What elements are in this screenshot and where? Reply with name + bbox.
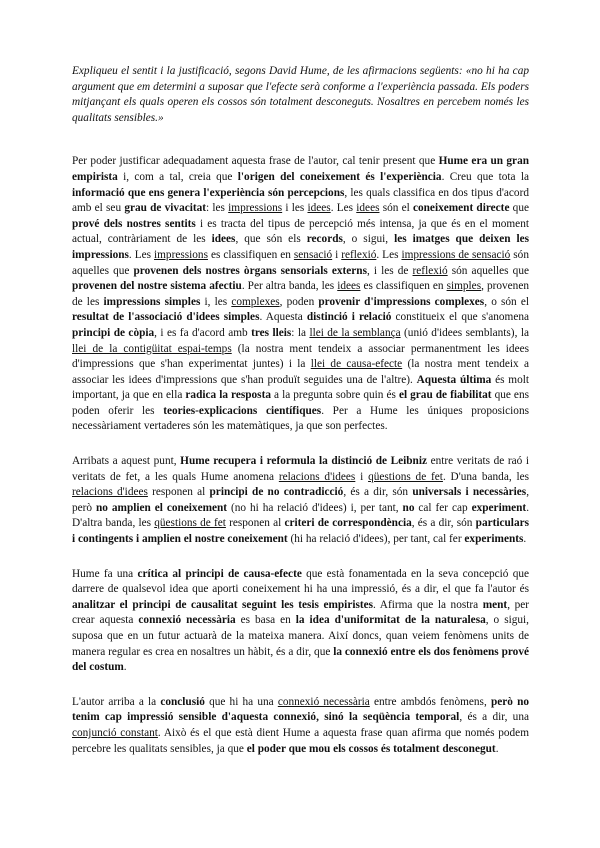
text-run: . <box>123 661 127 674</box>
bold-text: l'origen del coneixement és l'experiència <box>237 170 442 183</box>
underlined-term: llei de causa-efecte <box>310 358 403 371</box>
text-run: responen al <box>147 486 210 499</box>
underlined-term: idees <box>307 202 331 215</box>
bold-text: però no tenim cap impressió sensible d'aquesta connexió, sinó la seqüència temporal <box>72 695 530 724</box>
text-run: cal fer cap <box>414 501 472 514</box>
bold-text: universals i necessàries <box>412 486 527 499</box>
text-run: i es tracta del tipus de percepció més intensa, ja que és en el moment actual, contràriament de les <box>72 217 529 246</box>
underlined-term: conjunció constant <box>72 726 158 739</box>
underlined-term: connexió necessària <box>277 695 370 708</box>
text-run: , i es fa d'acord amb <box>154 326 252 339</box>
text-run: : les <box>206 202 229 215</box>
underlined-term: sensació <box>293 248 333 261</box>
underlined-term: llei de la contigüitat espai-temps <box>72 342 232 355</box>
text-run: Arribats a aquest punt, <box>72 455 181 468</box>
text-run: són aquelles que <box>72 248 529 277</box>
underlined-term: llei de la semblança <box>309 326 401 339</box>
bold-text: grau de vivacitat <box>124 202 207 215</box>
text-run: . Per a Hume les úniques proposicions necessàriament vertaderes són les matemàtiques, ja que son perfectes. <box>72 404 529 433</box>
bold-text: Hume recupera i reformula la distinció de Leibniz <box>180 455 427 468</box>
text-run: que hi ha una <box>204 695 278 708</box>
text-run: que està fonamentada en la seva concepció que darrere de qualsevol idea que aporti coneixement hi ha una impressió, és a dir, el que fa l'autor és <box>72 567 530 596</box>
bold-text: principi de no contradicció <box>209 486 344 499</box>
text-run: constitueix el que s'anomena <box>391 311 529 324</box>
bold-text: Aquesta última <box>416 373 492 386</box>
text-run: , és a dir, són <box>411 517 476 530</box>
text-run: . Les <box>376 248 402 261</box>
text-run: . Les <box>128 248 154 261</box>
bold-text: Hume era un gran empirista <box>72 155 529 183</box>
text-run: a la pregunta sobre quin és <box>270 389 399 402</box>
text-run: i <box>355 470 369 483</box>
bold-text: distinció i relació <box>306 311 392 324</box>
text-run: i <box>332 248 342 261</box>
text-run: és molt important, ja que en ella <box>72 373 530 402</box>
text-run: i les <box>282 202 308 215</box>
bold-text: resultat de l'associació d'idees simples <box>72 311 260 324</box>
underlined-term: impressions <box>228 202 283 215</box>
text-run: , provenen de les <box>72 280 529 308</box>
bold-text: provenen dels nostres òrgans sensorials externs <box>133 264 367 277</box>
bold-text: les imatges que deixen les impressions <box>72 233 529 261</box>
text-run: , per crear aquesta <box>72 598 530 627</box>
bold-text: teories-explicacions científiques <box>163 404 322 417</box>
text-run: , o sigui, suposa que en un futur actuarà de la mateixa manera. Així doncs, quan veiem fenòmens units de manera regular es crea en nosaltres un hàbit, és a dir, que <box>72 614 529 658</box>
bold-text: records <box>306 233 343 246</box>
text-run: (unió d'idees semblants), la <box>400 326 529 339</box>
text-run: , o sigui, <box>342 233 395 246</box>
bold-text: el poder que mou els cossos és totalment desconegut <box>246 742 496 755</box>
text-run: . Per altra banda, les <box>241 280 338 293</box>
underlined-term: qüestions de fet <box>368 470 443 483</box>
bold-text: no <box>402 501 415 514</box>
text-run: que <box>509 202 529 215</box>
underlined-term: qüestions de fet <box>154 517 226 530</box>
text-run: es basa en <box>235 614 296 627</box>
body-paragraph <box>72 154 529 435</box>
text-run: i, les <box>200 295 232 308</box>
text-run: . D'altra banda, les <box>72 501 530 530</box>
underlined-term: complexes <box>231 295 280 308</box>
text-run: es classifiquen en <box>207 248 294 261</box>
bold-text: conclusió <box>160 695 205 708</box>
body-paragraph <box>72 454 529 548</box>
bold-text: principi de còpia <box>72 326 155 339</box>
text-run: L'autor arriba a la <box>72 695 161 708</box>
bold-text: informació que ens genera l'experiència són percepcions <box>72 186 345 199</box>
underlined-term: idees <box>337 280 361 293</box>
text-run: són el <box>379 202 413 215</box>
bold-text: provenir d'impressions complexes <box>318 295 485 308</box>
text-run: : la <box>291 326 310 339</box>
text-run: , poden <box>279 295 319 308</box>
bold-text: prové dels nostres sentits <box>72 217 196 230</box>
text-run: entre ambdós fenòmens, <box>369 695 491 708</box>
text-run: , que són els <box>235 233 307 246</box>
body-paragraph <box>72 695 529 757</box>
text-run: . Aquesta <box>259 311 307 324</box>
text-run: responen al <box>225 517 285 530</box>
bold-text: experiments <box>464 533 524 546</box>
text-run: , és a dir, són <box>343 486 413 499</box>
text-run: , i les de <box>366 264 413 277</box>
document-page <box>72 64 529 776</box>
text-run: . <box>495 742 499 755</box>
underlined-term: impressions de sensació <box>401 248 511 261</box>
bold-text: la idea d'uniformitat de la naturalesa <box>295 614 486 627</box>
bold-text: crítica al principi de causa-efecte <box>137 567 302 580</box>
bold-text: experiment <box>471 501 527 514</box>
bold-text: no amplien el coneixement <box>96 501 228 514</box>
bold-text: idees <box>211 233 236 246</box>
text-run: . D'una banda, les <box>442 470 530 483</box>
bold-text: tres lleis <box>251 326 292 339</box>
underlined-term: simples <box>446 280 482 293</box>
underlined-term: relacions d'idees <box>72 486 148 499</box>
text-run: . Les <box>330 202 357 215</box>
text-run: , les quals classifica en dos tipus d'acord amb el seu <box>72 186 529 215</box>
text-run: . <box>523 533 527 546</box>
bold-text: coneixement directe <box>412 202 510 215</box>
text-run: es classifiquen en <box>360 280 447 293</box>
essay-question: Expliqueu el sentit i la justificació, segons David Hume, de les afirmacions següents: «no hi ha cap argument que em determini a suposar que l'efecte serà conforme a l'experiència passada. Els poders mitjançant els quals operen els cossos són totalment desconeguts. Nosaltres en percebem només les qualitats sensibles.» <box>72 65 529 124</box>
text-run: (la nostra ment tendeix a associar les idees d'impressions que s'han produït seguides una de l'altre). <box>72 358 529 386</box>
text-run: , és a dir, una <box>459 711 529 724</box>
text-run: . Això és el que està dient Hume a aquesta frase quan afirma que només podem percebre les qualitats sensibles, ja que <box>72 726 529 755</box>
bold-text: impressions simples <box>103 295 201 308</box>
bold-text: connexió necessària <box>138 614 236 627</box>
text-run: (hi ha relació d'idees), per tant, cal fer <box>287 533 465 546</box>
underlined-term: reflexió <box>412 264 448 277</box>
text-run: (no hi ha relació d'idees) i, per tant, <box>227 501 403 514</box>
text-run: i, com a tal, creia que <box>117 170 238 183</box>
text-run: Hume fa una <box>72 567 138 580</box>
bold-text: la connexió entre els dos fenòmens prové del costum <box>72 645 529 674</box>
bold-text: radica la resposta <box>185 389 271 402</box>
bold-text: criteri de correspondència <box>284 517 412 530</box>
body-paragraph <box>72 567 529 676</box>
text-run: , però <box>72 486 530 514</box>
bold-text: provenen del nostre sistema afectiu <box>72 280 242 293</box>
underlined-term: reflexió <box>341 248 377 261</box>
text-run: entre veritats de raó i veritats de fet, a les quals Hume anomena <box>72 455 529 483</box>
text-run: que ens poden oferir les <box>72 389 529 417</box>
bold-text: particulars i contingents i amplien el nostre coneixement <box>72 517 529 546</box>
text-run: Per poder justificar adequadament aquesta frase de l'autor, cal tenir present que <box>72 155 439 168</box>
text-run: són aquelles que <box>447 264 529 277</box>
essay-body <box>72 154 529 757</box>
underlined-term: impressions <box>154 248 208 261</box>
text-run: . Creu que tota la <box>441 170 530 183</box>
bold-text: el grau de fiabilitat <box>398 389 492 402</box>
text-run: . Afirma que la nostra <box>373 598 483 611</box>
underlined-term: idees <box>356 202 380 215</box>
bold-text: ment <box>482 598 508 611</box>
bold-text: analitzar el principi de causalitat seguint les tesis empiristes <box>72 598 374 611</box>
underlined-term: relacions d'idees <box>278 470 356 483</box>
text-run: , o són el <box>484 295 529 308</box>
text-run: (la nostra ment tendeix a associar permanentment les idees d'impressions que s'han experimentat juntes) i la <box>72 342 529 371</box>
